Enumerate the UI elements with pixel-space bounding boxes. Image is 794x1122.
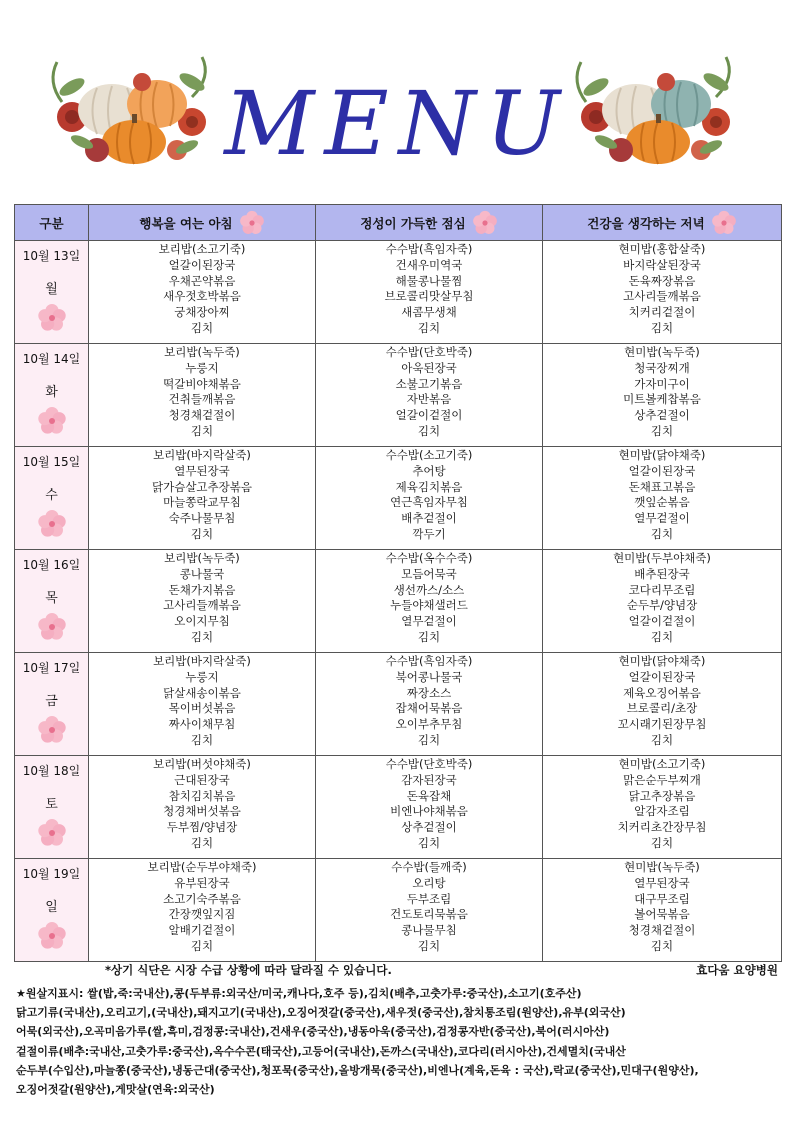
header-day: 구분 [15, 205, 89, 241]
day-weekday: 일 [45, 900, 58, 915]
dish-item: 얼갈이된장국 [628, 669, 696, 684]
dish-item: 김치 [190, 938, 214, 953]
dish-item: 콩나물국 [179, 566, 225, 581]
dish-item: 근대된장국 [174, 772, 230, 787]
dish-item: 보리밥(바지락살죽) [153, 654, 251, 668]
dinner-cell [543, 550, 782, 653]
day-cell [15, 653, 89, 756]
header-breakfast: 행복을 여는 아침 [89, 205, 316, 241]
day-cell [15, 756, 89, 859]
dish-item: 소불고기볶음 [395, 376, 463, 391]
dish-item: 맑은순두부찌개 [623, 772, 701, 787]
dish-item: 제육오징어볶음 [623, 685, 701, 700]
dish-item: 상추겉절이 [401, 820, 457, 835]
dish-item: 김치 [190, 835, 214, 850]
dish-item: 청경채겉절이 [628, 923, 696, 938]
dish-item: 치커리초간장무침 [617, 820, 707, 835]
dish-item: 건도토리묵볶음 [390, 907, 468, 922]
dish-item: 현미밥(두부야채죽) [613, 551, 711, 565]
dish-item: 김치 [190, 423, 214, 438]
dish-item: 순두부/양념장 [626, 598, 698, 613]
dish-item: 바지락살된장국 [623, 257, 701, 272]
origin-line: 닭고기류(국내산),오리고기,(국내산),돼지고기(국내산),오징어젓갈(중국산),새우젓(중국산),참치통조림(원양산),유부(외국산) [16, 1006, 626, 1020]
dish-item: 현미밥(녹두죽) [624, 860, 700, 874]
origin-line: 오징어젓갈(원양산),게맛살(연육:외국산) [16, 1083, 215, 1097]
dish-item: 열무겉절이 [634, 511, 690, 526]
dish-item: 보리밥(버섯야채죽) [153, 757, 251, 771]
lunch-cell [316, 241, 543, 344]
dish-item: 아욱된장국 [401, 360, 457, 375]
dish-item: 배추된장국 [634, 566, 690, 581]
dish-item: 숙주나물무침 [168, 511, 236, 526]
table-row [15, 447, 782, 550]
dish-item: 돈채가지볶음 [168, 582, 236, 597]
day-weekday: 월 [45, 282, 58, 297]
dish-item: 열무된장국 [174, 463, 230, 478]
day-cell [15, 859, 89, 962]
dinner-cell [543, 756, 782, 859]
dish-item: 청경채버섯볶음 [163, 804, 241, 819]
lunch-cell [316, 447, 543, 550]
dish-item: 김치 [650, 629, 674, 644]
dinner-cell [543, 241, 782, 344]
dish-item: 볼어묵볶음 [634, 907, 690, 922]
dish-item: 우채곤약볶음 [168, 273, 236, 288]
dish-item: 김치 [417, 423, 441, 438]
origin-line: 순두부(수입산),마늘쫑(중국산),냉동근대(중국산),청포묵(중국산),올방개묵(중국산),비엔나(계육,돈육 : 국산),락교(중국산),민대구(원양산), [16, 1063, 699, 1077]
dish-item: 생선까스/소스 [393, 582, 465, 597]
menu-notice: *상기 식단은 시장 수급 상황에 따라 달라질 수 있습니다. [105, 963, 392, 977]
dish-item: 감자된장국 [401, 772, 457, 787]
dish-item: 누룽지 [185, 669, 219, 684]
dish-item: 수수밥(단호박죽) [385, 757, 473, 771]
lunch-cell [316, 756, 543, 859]
dish-item: 대구무조림 [634, 891, 690, 906]
dish-item: 코다리무조림 [628, 582, 696, 597]
table-row [15, 653, 782, 756]
lunch-cell [316, 344, 543, 447]
dish-item: 보리밥(바지락살죽) [153, 448, 251, 462]
dish-item: 오이지무침 [174, 614, 230, 629]
breakfast-cell [89, 653, 316, 756]
breakfast-cell [89, 859, 316, 962]
dish-item: 알감자조림 [634, 804, 690, 819]
header-lunch: 정성이 가득한 점심 [316, 205, 543, 241]
dish-item: 현미밥(홍합살죽) [618, 242, 706, 256]
dish-item: 열무겉절이 [401, 614, 457, 629]
day-date: 10월 18일 [22, 764, 81, 778]
dish-item: 잡채어묵볶음 [395, 701, 463, 716]
day-date: 10월 19일 [22, 867, 81, 881]
flower-icon [711, 210, 737, 236]
dish-item: 현미밥(녹두죽) [624, 345, 700, 359]
flower-icon [37, 612, 67, 642]
dish-item: 마늘쫑락교무침 [163, 495, 241, 510]
dish-item: 알배기겉절이 [168, 923, 236, 938]
dish-item: 돈육짜장볶음 [628, 273, 696, 288]
day-weekday: 화 [45, 385, 58, 400]
dish-item: 북어콩나물국 [395, 669, 463, 684]
header [0, 0, 794, 200]
dish-item: 수수밥(흑임자죽) [385, 242, 473, 256]
breakfast-cell [89, 241, 316, 344]
day-date: 10월 17일 [22, 661, 81, 675]
dish-item: 깍두기 [412, 526, 446, 541]
dish-item: 수수밥(단호박죽) [385, 345, 473, 359]
lunch-cell [316, 653, 543, 756]
dinner-cell [543, 653, 782, 756]
origin-line: 어묵(외국산),오곡미음가루(쌀,흑미,검정콩:국내산),건새우(중국산),냉동아욱(중국산),검정콩자반(중국산),북어(러시아산) [16, 1025, 610, 1039]
dish-item: 해물콩나물찜 [395, 273, 463, 288]
dish-item: 건취들깨볶음 [168, 392, 236, 407]
dish-item: 배추겉절이 [401, 511, 457, 526]
dish-item: 건새우미역국 [395, 257, 463, 272]
flower-icon [37, 406, 67, 436]
dish-item: 김치 [417, 732, 441, 747]
dish-item: 김치 [190, 732, 214, 747]
origin-line: ★원살지표시: 쌀(밥,죽:국내산),콩(두부류:외국산/미국,캐나다,호주 등),김치(배추,고춧가루:중국산),소고기(호주산) [16, 987, 582, 1000]
dish-item: 유부된장국 [174, 875, 230, 890]
dish-item: 돈육잡채 [406, 788, 452, 803]
dish-item: 브로콜리/초장 [626, 701, 698, 716]
dish-item: 김치 [190, 526, 214, 541]
dish-item: 보리밥(녹두죽) [164, 551, 240, 565]
dish-item: 김치 [417, 629, 441, 644]
table-row [15, 756, 782, 859]
dish-item: 김치 [650, 732, 674, 747]
menu-table [14, 204, 782, 962]
dish-item: 새콤무생채 [401, 305, 457, 320]
day-weekday: 목 [45, 591, 58, 606]
dish-item: 김치 [417, 938, 441, 953]
dish-item: 김치 [650, 320, 674, 335]
dish-item: 돈채표고볶음 [628, 479, 696, 494]
dish-item: 보리밥(소고기죽) [158, 242, 246, 256]
dish-item: 소고기숙주볶음 [163, 891, 241, 906]
dish-item: 현미밥(소고기죽) [618, 757, 706, 771]
dish-item: 김치 [190, 320, 214, 335]
dish-item: 꼬시래기된장무침 [617, 717, 707, 732]
dish-item: 두부찜/양념장 [166, 820, 238, 835]
dish-item: 김치 [650, 835, 674, 850]
dish-item: 청국장찌개 [634, 360, 690, 375]
dish-item: 현미밥(닭야채죽) [618, 654, 706, 668]
dish-item: 누룽지 [185, 360, 219, 375]
dish-item: 짜사이채무침 [168, 717, 236, 732]
dinner-cell [543, 447, 782, 550]
day-weekday: 금 [45, 694, 58, 709]
dish-item: 떡갈비야채볶음 [163, 376, 241, 391]
dish-item: 얼갈이겉절이 [395, 408, 463, 423]
flower-icon [37, 715, 67, 745]
breakfast-cell [89, 550, 316, 653]
dish-item: 김치 [650, 938, 674, 953]
table-row [15, 550, 782, 653]
lunch-cell [316, 859, 543, 962]
dish-item: 보리밥(녹두죽) [164, 345, 240, 359]
hospital-name: 효다움 요양병원 [696, 963, 778, 977]
dish-item: 김치 [417, 835, 441, 850]
flower-icon [37, 509, 67, 539]
day-date: 10월 16일 [22, 558, 81, 572]
dish-item: 연근흑임자무침 [390, 495, 468, 510]
dish-item: 비엔나야채볶음 [390, 804, 468, 819]
dish-item: 깻잎순볶음 [634, 495, 690, 510]
dish-item: 닭가슴살고추장볶음 [152, 479, 252, 494]
dinner-cell [543, 859, 782, 962]
flower-icon [472, 210, 498, 236]
dish-item: 브로콜리맛살무침 [384, 289, 474, 304]
header-row [15, 205, 782, 241]
breakfast-cell [89, 756, 316, 859]
dish-item: 콩나물무침 [401, 923, 457, 938]
dish-item: 현미밥(닭야채죽) [618, 448, 706, 462]
table-row [15, 241, 782, 344]
dish-item: 열무된장국 [634, 875, 690, 890]
dish-item: 자반볶음 [406, 392, 452, 407]
dish-item: 오리탕 [412, 875, 446, 890]
dish-item: 추어탕 [412, 463, 446, 478]
dish-item: 모듬어묵국 [401, 566, 457, 581]
dish-item: 가자미구이 [634, 376, 690, 391]
dinner-cell [543, 344, 782, 447]
day-cell [15, 241, 89, 344]
dish-item: 수수밥(흑임자죽) [385, 654, 473, 668]
dish-item: 얼갈이된장국 [168, 257, 236, 272]
day-weekday: 토 [45, 797, 58, 812]
breakfast-cell [89, 447, 316, 550]
dish-item: 미트볼케찹볶음 [623, 392, 701, 407]
dish-item: 청경채겉절이 [168, 408, 236, 423]
dish-item: 제육김치볶음 [395, 479, 463, 494]
flower-icon [239, 210, 265, 236]
day-date: 10월 14일 [22, 352, 81, 366]
table-row [15, 859, 782, 962]
day-cell [15, 344, 89, 447]
dish-item: 수수밥(옥수수죽) [385, 551, 473, 565]
flower-icon [37, 818, 67, 848]
dish-item: 닭살새송이볶음 [163, 685, 241, 700]
page-title: MENU [224, 72, 570, 175]
dish-item: 수수밥(들깨죽) [391, 860, 467, 874]
dish-item: 궁채장아찌 [174, 305, 230, 320]
header-dinner: 건강을 생각하는 저녁 [543, 205, 782, 241]
dish-item: 두부조림 [406, 891, 452, 906]
dish-item: 김치 [650, 526, 674, 541]
dish-item: 치커리겉절이 [628, 305, 696, 320]
pumpkin-bouquet-right [566, 42, 741, 172]
dish-item: 닭고추장볶음 [628, 788, 696, 803]
dish-item: 고사리들깨볶음 [623, 289, 701, 304]
day-cell [15, 447, 89, 550]
origin-info [16, 984, 786, 1099]
dish-item: 상추겉절이 [634, 408, 690, 423]
dish-item: 보리밥(순두부야채죽) [147, 860, 257, 874]
dish-item: 참치김치볶음 [168, 788, 236, 803]
dish-item: 김치 [417, 320, 441, 335]
dish-item: 김치 [650, 423, 674, 438]
dish-item: 짜장소스 [406, 685, 452, 700]
day-weekday: 수 [45, 488, 58, 503]
dish-item: 얼갈이겉절이 [628, 614, 696, 629]
day-date: 10월 15일 [22, 455, 81, 469]
origin-line: 겉절이류(배추:국내산,고춧가루:중국산),옥수수콘(태국산),고등어(국내산),돈까스(국내산),코다리(러시아산),건세멸치(국내산 [16, 1044, 626, 1058]
dish-item: 새우젓호박볶음 [163, 289, 241, 304]
flower-icon [37, 921, 67, 951]
dish-item: 누들야채샐러드 [390, 598, 468, 613]
lunch-cell [316, 550, 543, 653]
dish-item: 고사리들깨볶음 [163, 598, 241, 613]
dish-item: 김치 [190, 629, 214, 644]
dish-item: 목이버섯볶음 [168, 701, 236, 716]
dish-item: 간장깻잎지짐 [168, 907, 236, 922]
dish-item: 수수밥(소고기죽) [385, 448, 473, 462]
flower-icon [37, 303, 67, 333]
dish-item: 오이부추무침 [395, 717, 463, 732]
day-date: 10월 13일 [22, 249, 81, 263]
day-cell [15, 550, 89, 653]
dish-item: 얼갈이된장국 [628, 463, 696, 478]
table-row [15, 344, 782, 447]
breakfast-cell [89, 344, 316, 447]
